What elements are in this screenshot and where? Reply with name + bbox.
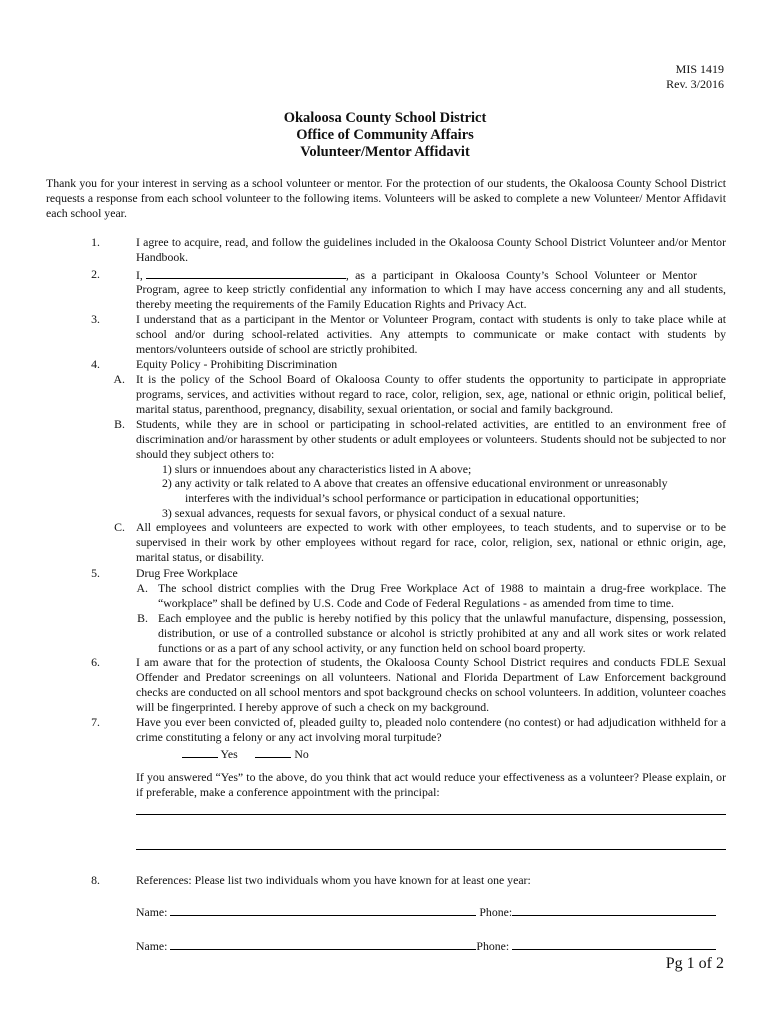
item-2-text: Program, agree to keep strictly confidential any information to which I may have access concerning any and all students, thereby meeting the requirements of the Family Education Rights and Privacy Act. xyxy=(136,282,726,311)
item-8-number: 8. xyxy=(91,873,100,887)
item-2-prefix: I, xyxy=(136,268,143,282)
item-4b-sub-3: 3) sexual advances, requests for sexual favors, or physical conduct of a sexual nature. xyxy=(162,506,566,520)
reference-2-name-label: Name: xyxy=(136,939,168,953)
item-4b-letter: B. xyxy=(114,417,125,431)
yes-no-row xyxy=(182,746,309,762)
item-2-first-line xyxy=(136,267,726,283)
no-answer-field[interactable] xyxy=(255,746,291,758)
reference-1-phone-field[interactable] xyxy=(512,904,716,916)
office-title: Office of Community Affairs xyxy=(296,127,474,143)
item-7-text: Have you ever been convicted of, pleaded guilty to, pleaded nolo contendere (no contest) or had adjudication withheld for a crime constituting a felony or any act involving moral turpitude? xyxy=(136,715,726,744)
item-4b-sub-2a: 2) any activity or talk related to A above that creates an offensive educational environment or unreasonably xyxy=(162,476,668,490)
district-title: Okaloosa County School District xyxy=(283,110,487,126)
item-6-text: I am aware that for the protection of students, the Okaloosa County School District requires and conducts FDLE Sexual Offender and Predator screenings on all volunteers. National and Florida Department of Law Enforcement background checks are conducted on all school mentors and spot background checks on school volunteers. In addition, volunteer coaches will be fingerprinted. I hereby approve of such a check on my background. xyxy=(136,655,726,714)
item-8-text: References: Please list two individuals whom you have known for at least one year: xyxy=(136,873,531,887)
item-4b-sub-1: 1) slurs or innuendoes about any characteristics listed in A above; xyxy=(162,462,472,476)
item-2-number: 2. xyxy=(91,267,100,281)
page-number: Pg 1 of 2 xyxy=(665,955,724,972)
explanation-line-1[interactable] xyxy=(136,814,726,815)
item-5-number: 5. xyxy=(91,566,100,580)
reference-1-name-label: Name: xyxy=(136,905,168,919)
item-5-heading: Drug Free Workplace xyxy=(136,566,238,580)
form-number: MIS 1419 xyxy=(675,62,724,76)
yes-label: Yes xyxy=(220,747,238,761)
item-1-text: I agree to acquire, read, and follow the guidelines included in the Okaloosa County School District Volunteer and/or Mentor Handbook. xyxy=(136,235,726,264)
item-4c-text: All employees and volunteers are expected to work with other employees, to teach students, and to supervise or to be supervised in their work by other employees without regard for race, color, religion, sex, national or ethnic origin, age, marital status, or disability. xyxy=(136,520,726,564)
no-label: No xyxy=(294,747,309,761)
item-3-number: 3. xyxy=(91,312,100,326)
item-1-number: 1. xyxy=(91,235,100,249)
reference-1-phone-label: Phone: xyxy=(479,905,513,919)
reference-2-row xyxy=(136,938,726,954)
item-4-heading: Equity Policy - Prohibiting Discrimination xyxy=(136,357,338,371)
item-6-number: 6. xyxy=(91,655,100,669)
reference-1-row xyxy=(136,904,726,920)
item-4b-text: Students, while they are in school or participating in school-related activities, are entitled to an environment free of discrimination and/or harassment by other students or adult employees or volunteers. Students should not be subjected to nor should they subject others to: xyxy=(136,417,726,461)
item-4-number: 4. xyxy=(91,357,100,371)
item-4a-text: It is the policy of the School Board of Okaloosa County to offer students the opportunity to participate in appropriate programs, services, and activities without regard to race, color, religion, sex, age, national or ethnic origin, political belief, marital status, parenthood, pregnancy, disability, sexual orientation, or social and family background. xyxy=(136,372,726,416)
item-5b-text: Each employee and the public is hereby notified by this policy that the unlawful manufacture, dispensing, possession, distribution, or use of a controlled substance or alcohol is strictly prohibited at any and all work sites or work related functions or as a part of any school activity, or any function held on school board property. xyxy=(158,611,726,655)
item-7-number: 7. xyxy=(91,715,100,729)
item-7-followup: If you answered “Yes” to the above, do you think that act would reduce your effectiveness as a volunteer? Please explain, or if preferable, make a conference appointment with the principal: xyxy=(136,770,726,799)
item-5b-letter: B. xyxy=(137,611,148,625)
item-5a-text: The school district complies with the Drug Free Workplace Act of 1988 to maintain a drug-free workplace. The “workplace” shall be defined by U.S. Code and Code of Federal Regulations - as amended from time to time. xyxy=(158,581,726,610)
reference-1-name-field[interactable] xyxy=(170,904,476,916)
item-5a-letter: A. xyxy=(136,581,148,595)
reference-2-phone-field[interactable] xyxy=(512,938,716,950)
volunteer-name-field[interactable] xyxy=(146,267,346,279)
item-2-suffix: , as a participant in Okaloosa County’s School Volunteer or Mentor xyxy=(345,268,697,282)
explanation-line-2[interactable] xyxy=(136,849,726,850)
reference-2-name-field[interactable] xyxy=(170,938,476,950)
item-4b-sub-2b: interferes with the individual’s school performance or participation in educational opportunities; xyxy=(185,491,640,505)
yes-answer-field[interactable] xyxy=(182,746,218,758)
form-title: Volunteer/Mentor Affidavit xyxy=(300,144,470,160)
item-4a-letter: A. xyxy=(113,372,125,386)
intro-paragraph: Thank you for your interest in serving as a school volunteer or mentor. For the protection of our students, the Okaloosa County School District requests a response from each school volunteer to the following items. Volunteers will be asked to complete a new Volunteer/ Mentor Affidavit each school year. xyxy=(46,176,726,220)
item-4c-letter: C. xyxy=(114,520,125,534)
revision-date: Rev. 3/2016 xyxy=(666,77,724,91)
reference-2-phone-label: Phone: xyxy=(476,939,510,953)
item-3-text: I understand that as a participant in the Mentor or Volunteer Program, contact with students is only to take place while at school and/or during school-related activities. Any attempts to communicate or make contact with students by mentors/volunteers outside of school are strictly prohibited. xyxy=(136,312,726,356)
